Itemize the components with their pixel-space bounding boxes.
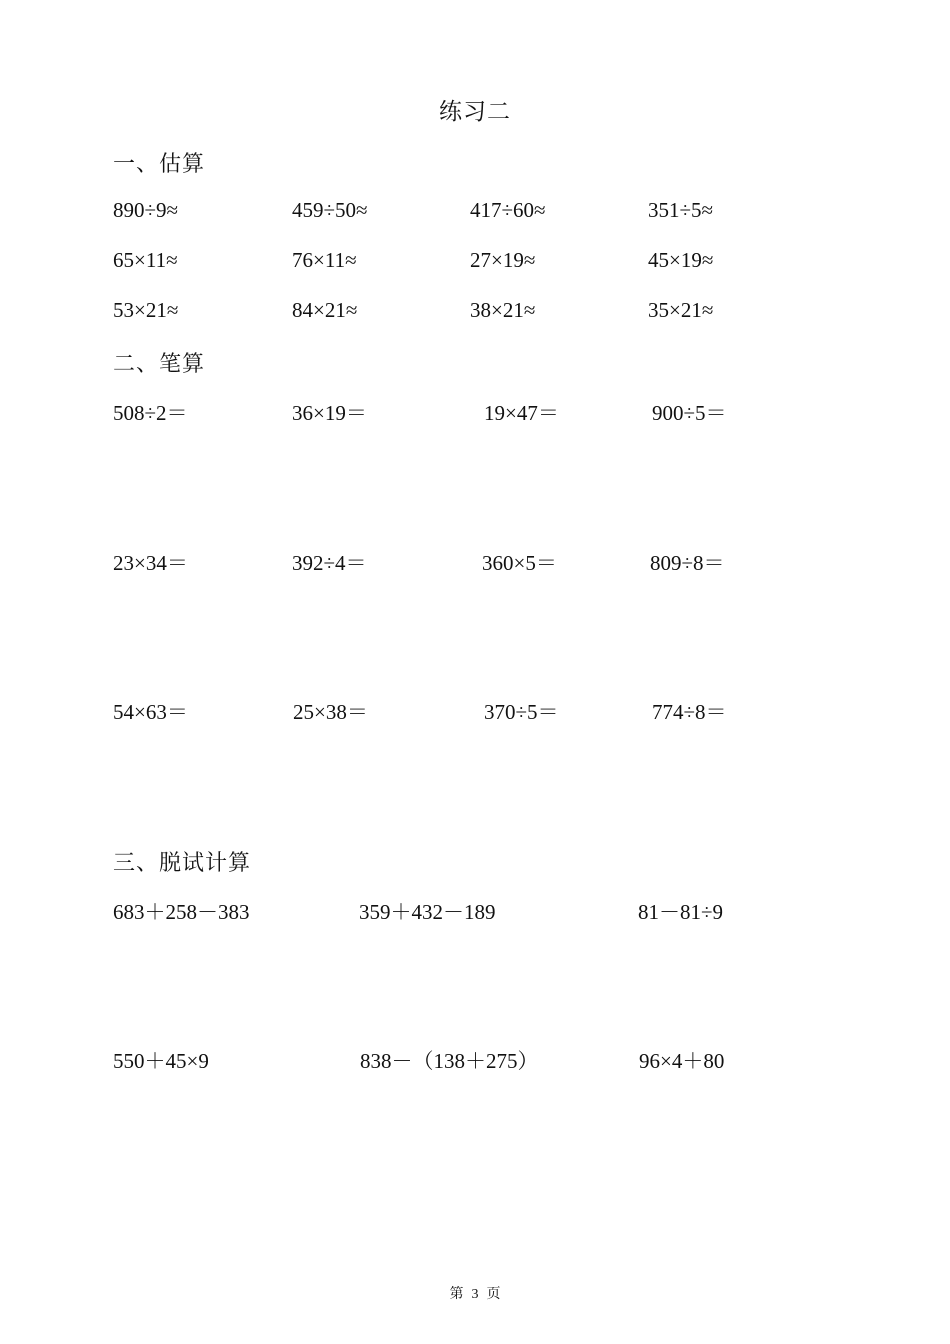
problem: 900÷5＝ (652, 401, 727, 425)
problem: 417÷60≈ (470, 198, 546, 222)
problem: 45×19≈ (648, 248, 714, 272)
step-calc-row (0, 896, 950, 926)
problem: 360×5＝ (482, 551, 557, 575)
footer-suffix: 页 (486, 1287, 501, 1302)
problem: 774÷8＝ (652, 700, 727, 724)
page-footer (0, 1283, 950, 1303)
problem: 35×21≈ (648, 298, 714, 322)
section-heading-step-calculation: 三、脱试计算 (113, 850, 252, 875)
problem: 838－（138＋275） (360, 1049, 539, 1073)
problem: 53×21≈ (113, 298, 179, 322)
problem: 81－81÷9 (638, 900, 724, 924)
estimation-row (0, 198, 950, 228)
problem: 890÷9≈ (113, 198, 179, 222)
problem: 76×11≈ (292, 248, 357, 272)
written-calc-row (0, 696, 950, 726)
problem: 459÷50≈ (292, 198, 368, 222)
problem: 54×63＝ (113, 700, 188, 724)
estimation-row (0, 248, 950, 278)
problem: 96×4＋80 (639, 1049, 725, 1073)
problem: 19×47＝ (484, 401, 559, 425)
problem: 351÷5≈ (648, 198, 714, 222)
problem: 370÷5＝ (484, 700, 559, 724)
problem: 809÷8＝ (650, 551, 725, 575)
problem: 392÷4＝ (292, 551, 367, 575)
written-calc-row (0, 397, 950, 427)
page-number: 3 (471, 1287, 479, 1302)
problem: 38×21≈ (470, 298, 536, 322)
section-heading-written-calculation: 二、笔算 (113, 351, 206, 376)
problem: 25×38＝ (293, 700, 368, 724)
problem: 550＋45×9 (113, 1049, 209, 1073)
section-heading-estimation: 一、估算 (113, 151, 206, 176)
problem: 65×11≈ (113, 248, 178, 272)
step-calc-row (0, 1045, 950, 1075)
problem: 36×19＝ (292, 401, 367, 425)
problem: 683＋258－383 (113, 900, 250, 924)
problem: 508÷2＝ (113, 401, 188, 425)
problem: 23×34＝ (113, 551, 188, 575)
estimation-row (0, 298, 950, 328)
written-calc-row (0, 547, 950, 577)
problem: 359＋432－189 (359, 900, 496, 924)
footer-prefix: 第 (449, 1287, 464, 1302)
problem: 27×19≈ (470, 248, 536, 272)
problem: 84×21≈ (292, 298, 358, 322)
page-title: 练习二 (439, 99, 511, 124)
